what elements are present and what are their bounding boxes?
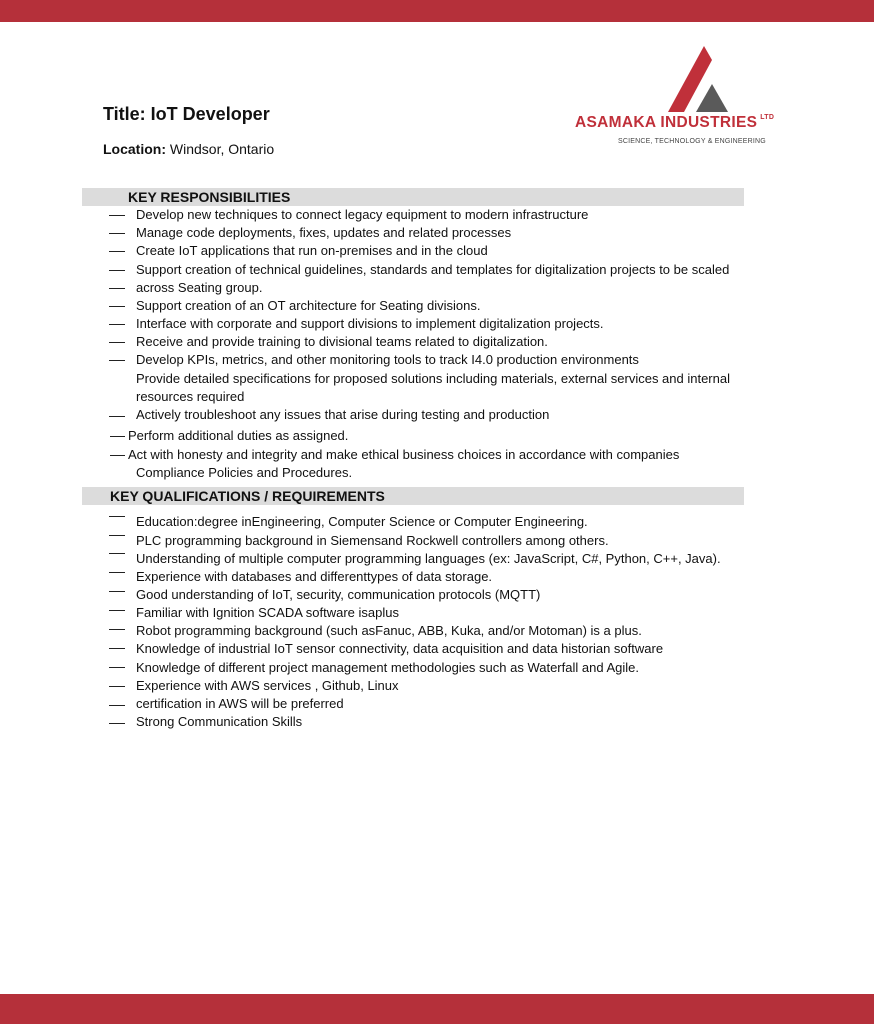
responsibilities-heading: KEY RESPONSIBILITIES — [128, 189, 291, 205]
qualifications-heading: KEY QUALIFICATIONS / REQUIREMENTS — [110, 488, 385, 504]
location-line — [103, 141, 274, 157]
dash-bullet-icon — [109, 324, 125, 325]
logo-mountain-icon — [662, 44, 742, 112]
company-logo — [572, 44, 828, 150]
dash-bullet-icon — [109, 723, 125, 724]
logo-tagline: SCIENCE, TECHNOLOGY & ENGINEERING — [618, 138, 766, 145]
location-value: Windsor, Ontario — [169, 141, 275, 157]
dash-bullet-icon — [109, 535, 125, 536]
dash-bullet-icon — [109, 270, 125, 271]
dash-bullet-icon — [110, 436, 125, 437]
dash-bullet-icon — [109, 233, 125, 234]
dash-bullet-icon — [109, 288, 125, 289]
dash-bullet-icon — [109, 705, 125, 706]
dash-bullet-icon — [109, 648, 125, 649]
bottom-decorative-bar — [0, 994, 874, 1024]
dash-bullet-icon — [109, 342, 125, 343]
location-label: Location: — [103, 141, 166, 157]
top-decorative-bar — [0, 0, 874, 22]
dash-bullet-icon — [110, 455, 125, 456]
dash-bullet-icon — [109, 516, 125, 517]
dash-bullet-icon — [109, 306, 125, 307]
responsibilities-heading-bar — [82, 188, 744, 206]
dash-bullet-icon — [109, 360, 125, 361]
dash-bullet-icon — [109, 416, 125, 417]
dash-bullet-icon — [109, 215, 125, 216]
dash-bullet-icon — [109, 572, 125, 573]
dash-bullet-icon — [109, 553, 125, 554]
page-title: Title: IoT Developer — [103, 104, 270, 124]
qualifications-heading-bar — [82, 487, 744, 505]
dash-bullet-icon — [109, 251, 125, 252]
dash-bullet-icon — [109, 610, 125, 611]
dash-bullet-icon — [109, 686, 125, 687]
dash-bullet-icon — [109, 667, 125, 668]
dash-bullet-icon — [109, 591, 125, 592]
logo-wordmark: ASAMAKA INDUSTRIES $^{LTD}$ — [575, 114, 775, 131]
dash-bullet-icon — [109, 629, 125, 630]
